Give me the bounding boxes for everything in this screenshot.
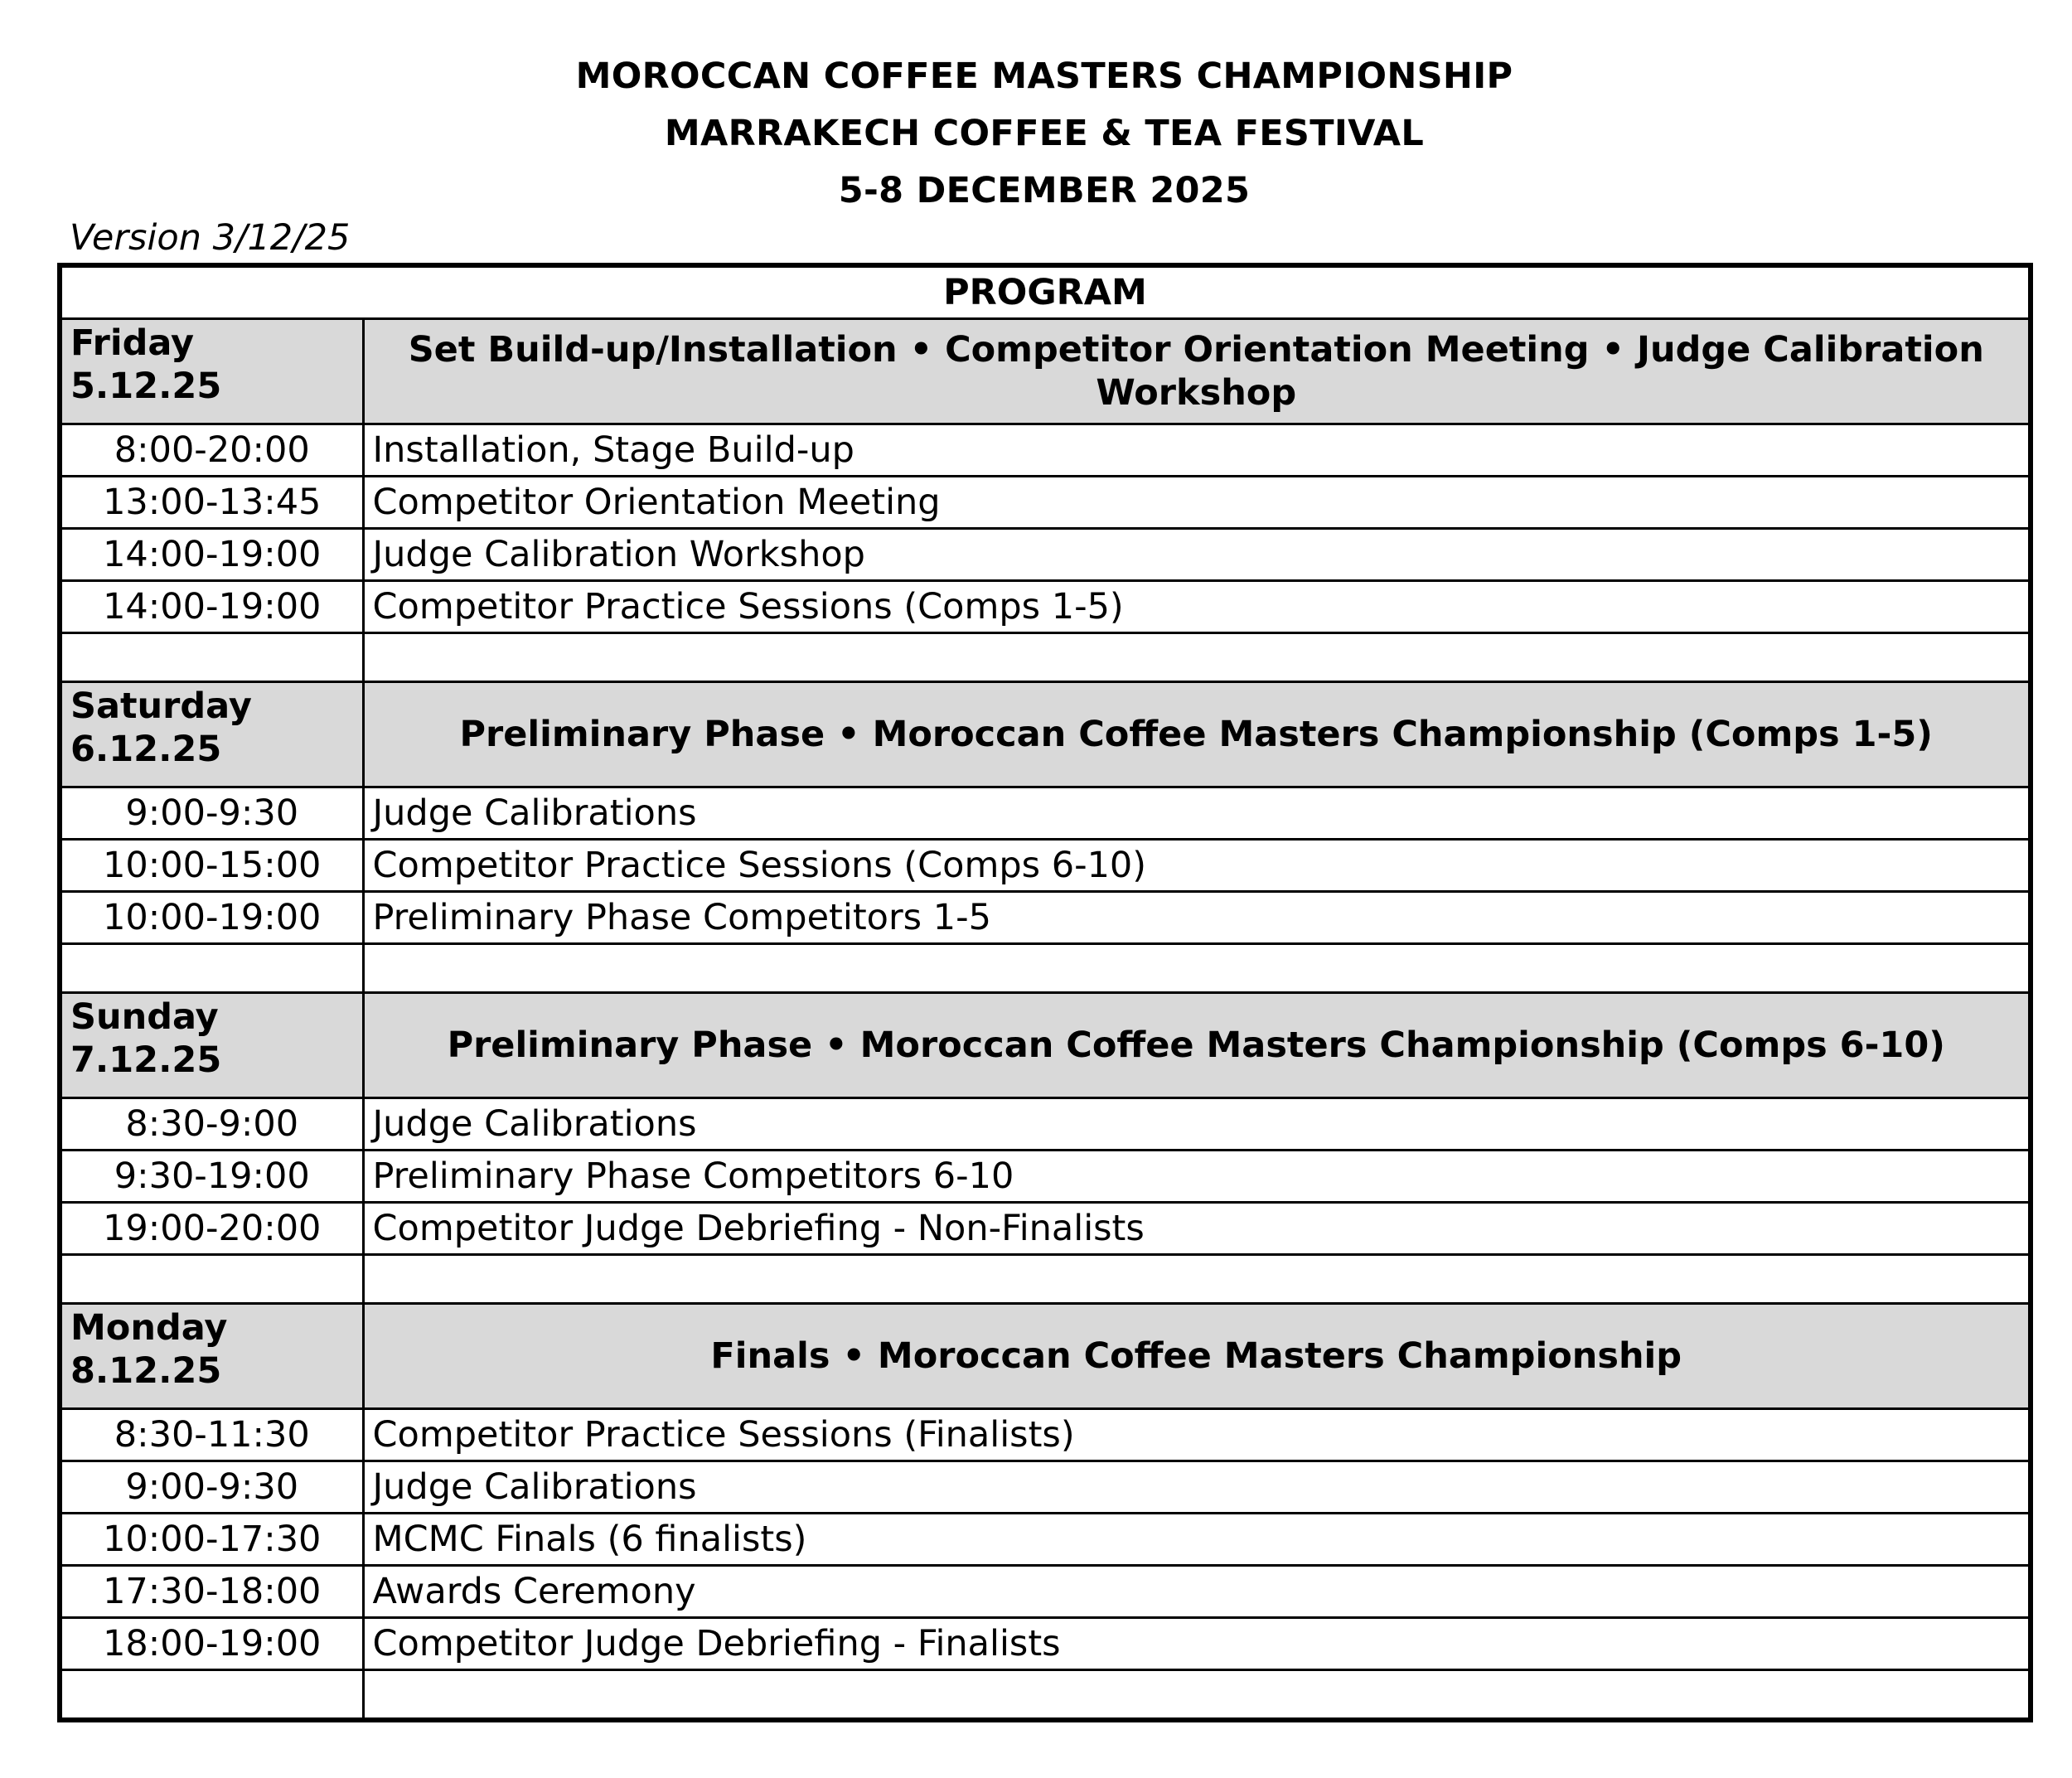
blank-cell — [363, 1670, 2031, 1721]
blank-cell — [363, 1255, 2031, 1304]
blank-row — [60, 1670, 2031, 1721]
schedule-time: 9:30-19:00 — [60, 1151, 363, 1203]
schedule-description: Competitor Practice Sessions (Comps 6-10) — [363, 840, 2031, 892]
schedule-row — [60, 424, 2031, 477]
day-name: Saturday — [70, 686, 252, 727]
schedule-description: Competitor Judge Debriefing - Finalists — [363, 1618, 2031, 1670]
schedule-description: Judge Calibrations — [363, 1098, 2031, 1151]
schedule-description: Judge Calibration Workshop — [363, 529, 2031, 581]
schedule-description: Competitor Practice Sessions (Finalists) — [363, 1409, 2031, 1461]
day-name: Friday — [70, 322, 195, 364]
blank-cell — [363, 633, 2031, 682]
day-cell — [60, 319, 363, 424]
day-title: Preliminary Phase • Moroccan Coffee Masters Championship (Comps 6-10) — [363, 993, 2031, 1098]
day-cell — [60, 682, 363, 787]
day-date: 8.12.25 — [70, 1350, 222, 1392]
schedule-row — [60, 477, 2031, 529]
day-title: Set Build-up/Installation • Competitor Orientation Meeting • Judge Calibration Workshop — [363, 319, 2031, 424]
day-cell — [60, 1304, 363, 1409]
schedule-description: Competitor Orientation Meeting — [363, 477, 2031, 529]
day-header-row — [60, 319, 2031, 424]
blank-cell — [363, 944, 2031, 993]
blank-cell — [60, 1255, 363, 1304]
day-title: Finals • Moroccan Coffee Masters Championship — [363, 1304, 2031, 1409]
schedule-description: Preliminary Phase Competitors 1-5 — [363, 892, 2031, 944]
program-header-row — [60, 265, 2031, 319]
day-date: 6.12.25 — [70, 729, 222, 770]
blank-cell — [60, 633, 363, 682]
day-date: 7.12.25 — [70, 1039, 222, 1081]
schedule-row — [60, 529, 2031, 581]
schedule-row — [60, 1098, 2031, 1151]
schedule-time: 10:00-17:30 — [60, 1514, 363, 1566]
day-header-row — [60, 993, 2031, 1098]
schedule-time: 17:30-18:00 — [60, 1566, 363, 1618]
schedule-row — [60, 1566, 2031, 1618]
schedule-time: 19:00-20:00 — [60, 1203, 363, 1255]
schedule-row — [60, 1409, 2031, 1461]
day-header-row — [60, 1304, 2031, 1409]
schedule-time: 10:00-19:00 — [60, 892, 363, 944]
schedule-description: Installation, Stage Build-up — [363, 424, 2031, 477]
schedule-description: Judge Calibrations — [363, 1461, 2031, 1514]
schedule-row — [60, 1514, 2031, 1566]
schedule-description: MCMC Finals (6 finalists) — [363, 1514, 2031, 1566]
title-championship: MOROCCAN COFFEE MASTERS CHAMPIONSHIP — [575, 56, 1513, 97]
schedule-time: 8:30-11:30 — [60, 1409, 363, 1461]
schedule-time: 18:00-19:00 — [60, 1618, 363, 1670]
schedule-time: 8:30-9:00 — [60, 1098, 363, 1151]
day-name: Sunday — [70, 996, 219, 1038]
blank-row — [60, 1255, 2031, 1304]
schedule-time: 9:00-9:30 — [60, 1461, 363, 1514]
title-dates: 5-8 DECEMBER 2025 — [838, 170, 1251, 211]
schedule-row — [60, 1618, 2031, 1670]
blank-row — [60, 633, 2031, 682]
document-header — [0, 48, 2072, 220]
day-header-row — [60, 682, 2031, 787]
schedule-description: Awards Ceremony — [363, 1566, 2031, 1618]
schedule-row — [60, 581, 2031, 633]
day-title: Preliminary Phase • Moroccan Coffee Masters Championship (Comps 1-5) — [363, 682, 2031, 787]
schedule-row — [60, 1151, 2031, 1203]
schedule-row — [60, 787, 2031, 840]
schedule-row — [60, 840, 2031, 892]
schedule-row — [60, 892, 2031, 944]
schedule-time: 8:00-20:00 — [60, 424, 363, 477]
program-table — [57, 263, 2033, 1722]
day-cell — [60, 993, 363, 1098]
schedule-description: Judge Calibrations — [363, 787, 2031, 840]
version-label: Version 3/12/25 — [70, 217, 351, 259]
schedule-time: 10:00-15:00 — [60, 840, 363, 892]
schedule-time: 13:00-13:45 — [60, 477, 363, 529]
blank-cell — [60, 1670, 363, 1721]
schedule-time: 9:00-9:30 — [60, 787, 363, 840]
blank-cell — [60, 944, 363, 993]
day-name: Monday — [70, 1307, 228, 1349]
schedule-row — [60, 1203, 2031, 1255]
day-date: 5.12.25 — [70, 366, 222, 407]
schedule-time: 14:00-19:00 — [60, 581, 363, 633]
blank-row — [60, 944, 2031, 993]
schedule-time: 14:00-19:00 — [60, 529, 363, 581]
schedule-description: Competitor Judge Debriefing - Non-Finalists — [363, 1203, 2031, 1255]
schedule-description: Preliminary Phase Competitors 6-10 — [363, 1151, 2031, 1203]
schedule-row — [60, 1461, 2031, 1514]
title-festival: MARRAKECH COFFEE & TEA FESTIVAL — [664, 113, 1425, 154]
program-title: PROGRAM — [60, 265, 2031, 319]
schedule-description: Competitor Practice Sessions (Comps 1-5) — [363, 581, 2031, 633]
